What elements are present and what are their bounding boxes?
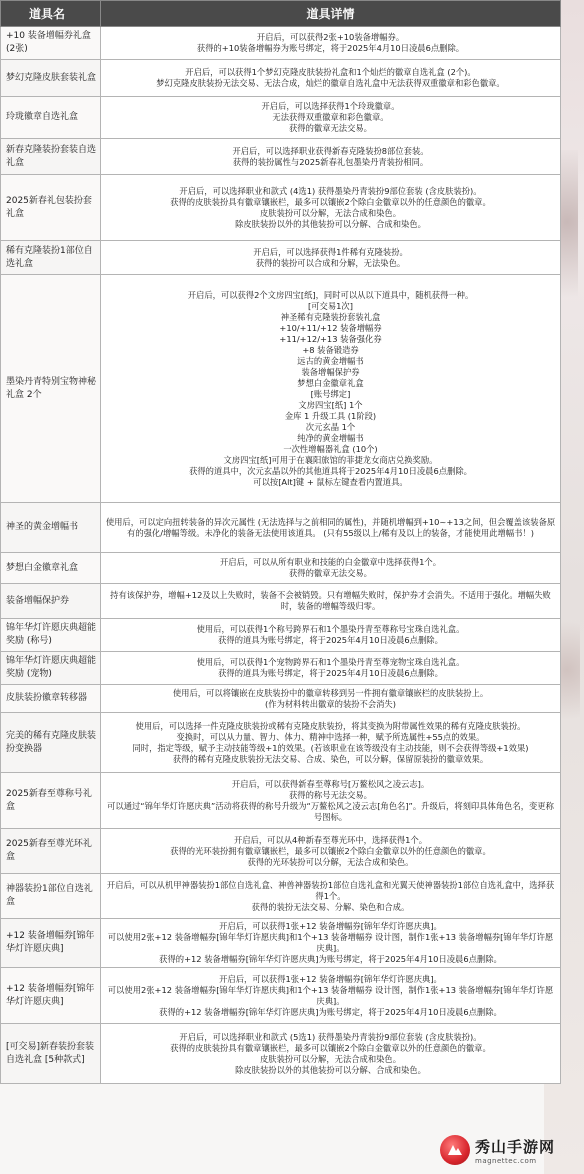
table-row — [1, 27, 561, 60]
item-detail-cell: 开启后，可以选择职业获得新春克隆装扮8部位套装。 获得的装扮属性与2025新春礼包墨染丹青装扮相同。 — [101, 139, 561, 175]
item-name-cell: [可交易]新春装扮套装自选礼盒 [5种款式] — [1, 1024, 101, 1084]
item-name-cell: 完美的稀有克隆皮肤装扮变换器 — [1, 713, 101, 773]
table-row — [1, 175, 561, 241]
table-row — [1, 968, 561, 1024]
item-name-cell: 梦幻克隆皮肤套装礼盒 — [1, 60, 101, 97]
item-detail-cell: 开启后，可以从机甲神器装扮1部位自选礼盒、神兽神器装扮1部位自选礼盒和光翼天使神器装扮1部位自选礼盒中，选择获得1个。 获得的装扮无法交易、分解、染色和合成。 — [101, 874, 561, 919]
site-name: 秀山手游网 — [475, 1137, 556, 1156]
item-name-cell: 锦年华灯许愿庆典超能奖励 (宠物) — [1, 652, 101, 685]
item-detail-cell: 开启后，可以获得2张+10装备增幅券。 获得的+10装备增幅券为账号绑定，将于2025年4月10日凌晨6点删除。 — [101, 27, 561, 60]
item-detail-cell: 开启后，可以获得2个文房四宝[纸]，同时可以从以下道具中，随机获得一种。 [可交易1次] 神圣稀有克隆装扮套装礼盒 +10/+11/+12 装备增幅券 +11/+12/+13 装备强化券 +8 装备锻造券 远古的黄金增幅书 装备增幅保护券 梦想白金徽章礼盒 [账号绑定] 文房四宝[纸] 1个 金库 1 升级工具 (1阶段) 次元玄晶 1个 纯净的黄金增幅书 一次性增幅器礼盒 (10个) 文房四宝[纸]可用于在襄阳旅馆的菲捷龙女商店兑换奖励。 获得的道具中，次元玄晶以外的其他道具将于2025年4月10日凌晨6点删除。 可以按[Alt]键 + 鼠标左键查看内置道具。 — [101, 275, 561, 503]
item-name-cell: 新春克隆装扮套装自选礼盒 — [1, 139, 101, 175]
table-row — [1, 553, 561, 584]
item-detail-cell: 使用后，可以选择一件克隆皮肤装扮或稀有克隆皮肤装扮，将其变换为附带属性效果的稀有克隆皮肤装扮。 变换时，可以从力量、智力、体力、精神中选择一种，赋予所选属性+55点的效果。 同时，指定等级，赋予主动技能等级+1的效果。(若该职业在该等级没有主动技能，则不会获得等级+1效果) 获得的稀有克隆皮肤装扮无法交易、合成、染色，可以分解，保留原装扮的徽章效果。 — [101, 713, 561, 773]
table-row — [1, 139, 561, 175]
item-detail-cell: 开启后，可以选择获得1件稀有克隆装扮。 获得的装扮可以合成和分解，无法染色。 — [101, 241, 561, 275]
table-row — [1, 874, 561, 919]
site-watermark — [440, 1132, 582, 1168]
item-name-cell: +12 装备增幅券[锦年华灯许愿庆典] — [1, 968, 101, 1024]
item-detail-cell: 使用后，可以获得1个称号跨界石和1个墨染丹青至尊称号宝珠自选礼盒。 获得的道具为账号绑定，将于2025年4月10日凌晨6点删除。 — [101, 619, 561, 652]
item-detail-cell: 开启后，可以获得新春至尊称号[万鳌松风之凌云志]。 获得的称号无法交易。 可以通过“锦年华灯许愿庆典”活动将获得的称号升级为“万鳌松风之凌云志[角色名]”。升级后，将刻印具体角色名，变更称号图标。 — [101, 773, 561, 829]
item-name-cell: 2025新春至尊光环礼盒 — [1, 829, 101, 874]
item-detail-cell: 开启后，可以从所有职业和技能的白金徽章中选择获得1个。 获得的徽章无法交易。 — [101, 553, 561, 584]
item-detail-cell: 开启后，可以选择职业和款式 (5选1) 获得墨染丹青装扮9部位套装 (含皮肤装扮)。 获得的皮肤装扮具有徽章镶嵌栏，最多可以镶嵌2个除白金徽章以外的任意颜色的徽章。 皮肤装扮可以分解，无法合成和染色。 除皮肤装扮以外的其他装扮可以分解、合成和染色。 — [101, 1024, 561, 1084]
site-url: magnettec.com — [475, 1156, 537, 1165]
table-row — [1, 919, 561, 968]
item-detail-cell: 使用后，可以将镶嵌在皮肤装扮中的徽章转移到另一件拥有徽章镶嵌栏的皮肤装扮上。 (作为材料转出徽章的装扮不会消失) — [101, 685, 561, 713]
table-row — [1, 829, 561, 874]
item-name-cell: 神圣的黄金增幅书 — [1, 503, 101, 553]
column-header-item-name: 道具名 — [1, 1, 101, 27]
item-name-cell: +12 装备增幅券[锦年华灯许愿庆典] — [1, 919, 101, 968]
item-name-cell: 稀有克隆装扮1部位自选礼盒 — [1, 241, 101, 275]
item-detail-cell: 开启后，可以获得1张+12 装备增幅券[锦年华灯许愿庆典]。 可以使用2张+12 装备增幅券[锦年华灯许愿庆典]和1个+13 装备增幅券 设计图，制作1张+13 装备增幅券[锦年华灯许愿庆典]。 获得的+12 装备增幅券[锦年华灯许愿庆典]为账号绑定，将于2025年4月10日凌晨6点删除。 — [101, 919, 561, 968]
item-name-cell: 梦想白金徽章礼盒 — [1, 553, 101, 584]
item-detail-cell: 使用后，可以获得1个宠物跨界石和1个墨染丹青至尊宠物宝珠自选礼盒。 获得的道具为账号绑定，将于2025年4月10日凌晨6点删除。 — [101, 652, 561, 685]
item-detail-cell: 开启后，可以获得1个梦幻克隆皮肤装扮礼盒和1个灿烂的徽章自选礼盒 (2个)。 梦幻克隆皮肤装扮无法交易、无法合成，灿烂的徽章自选礼盒中无法获得双重徽章和彩色徽章。 — [101, 60, 561, 97]
table-row — [1, 773, 561, 829]
item-detail-cell: 使用后，可以定向扭转装备的异次元属性 (无法选择与之前相同的属性)，并随机增幅到+10~+13之间，但会覆盖该装备原有的强化/增幅等级。未净化的装备无法使用该道具。 (只有55级以上/稀有及以上的装备，才能使用此增幅书！) — [101, 503, 561, 553]
item-name-cell: 锦年华灯许愿庆典超能奖励 (称号) — [1, 619, 101, 652]
item-detail-cell: 持有该保护券，增幅+12及以上失败时，装备不会被销毁。只有增幅失败时，保护券才会消失。不适用于强化。增幅失败时，装备的增幅等级归零。 — [101, 584, 561, 619]
table-row — [1, 503, 561, 553]
item-name-cell: 玲珑徽章自选礼盒 — [1, 97, 101, 139]
table-row — [1, 685, 561, 713]
item-detail-cell: 开启后，可以获得1张+12 装备增幅券[锦年华灯许愿庆典]。 可以使用2张+12 装备增幅券[锦年华灯许愿庆典]和1个+13 装备增幅券 设计图，制作1张+13 装备增幅券[锦年华灯许愿庆典]。 获得的+12 装备增幅券[锦年华灯许愿庆典]为账号绑定，将于2025年4月10日凌晨6点删除。 — [101, 968, 561, 1024]
table-row — [1, 241, 561, 275]
table-row — [1, 1024, 561, 1084]
column-header-item-detail: 道具详情 — [101, 1, 561, 27]
item-name-cell: 装备增幅保护券 — [1, 584, 101, 619]
table-row — [1, 584, 561, 619]
item-detail-cell: 开启后，可以选择获得1个玲珑徽章。 无法获得双重徽章和彩色徽章。 获得的徽章无法交易。 — [101, 97, 561, 139]
item-detail-cell: 开启后，可以从4种新春至尊光环中，选择获得1个。 获得的光环装扮拥有徽章镶嵌栏，最多可以镶嵌2个除白金徽章以外的任意颜色的徽章。 获得的光环装扮可以分解，无法合成和染色。 — [101, 829, 561, 874]
table-row — [1, 619, 561, 652]
item-name-cell: 墨染丹青特别宝物神秘礼盒 2个 — [1, 275, 101, 503]
table-row — [1, 652, 561, 685]
item-name-cell: 神器装扮1部位自选礼盒 — [1, 874, 101, 919]
item-name-cell: 皮肤装扮徽章转移器 — [1, 685, 101, 713]
table-row — [1, 97, 561, 139]
table-row — [1, 275, 561, 503]
item-name-cell: 2025新春至尊称号礼盒 — [1, 773, 101, 829]
item-name-cell: 2025新春礼包装扮套礼盒 — [1, 175, 101, 241]
table-row — [1, 60, 561, 97]
item-detail-cell: 开启后，可以选择职业和款式 (4选1) 获得墨染丹青装扮9部位套装 (含皮肤装扮)。 获得的皮肤装扮具有徽章镶嵌栏，最多可以镶嵌2个除白金徽章以外的任意颜色的徽章。 皮肤装扮可以分解，无法合成和染色。 除皮肤装扮以外的其他装扮可以分解、合成和染色。 — [101, 175, 561, 241]
site-logo-icon — [440, 1135, 470, 1165]
table-row — [1, 713, 561, 773]
table-header-row — [1, 1, 561, 27]
item-name-cell: +10 装备增幅券礼盒 (2张) — [1, 27, 101, 60]
